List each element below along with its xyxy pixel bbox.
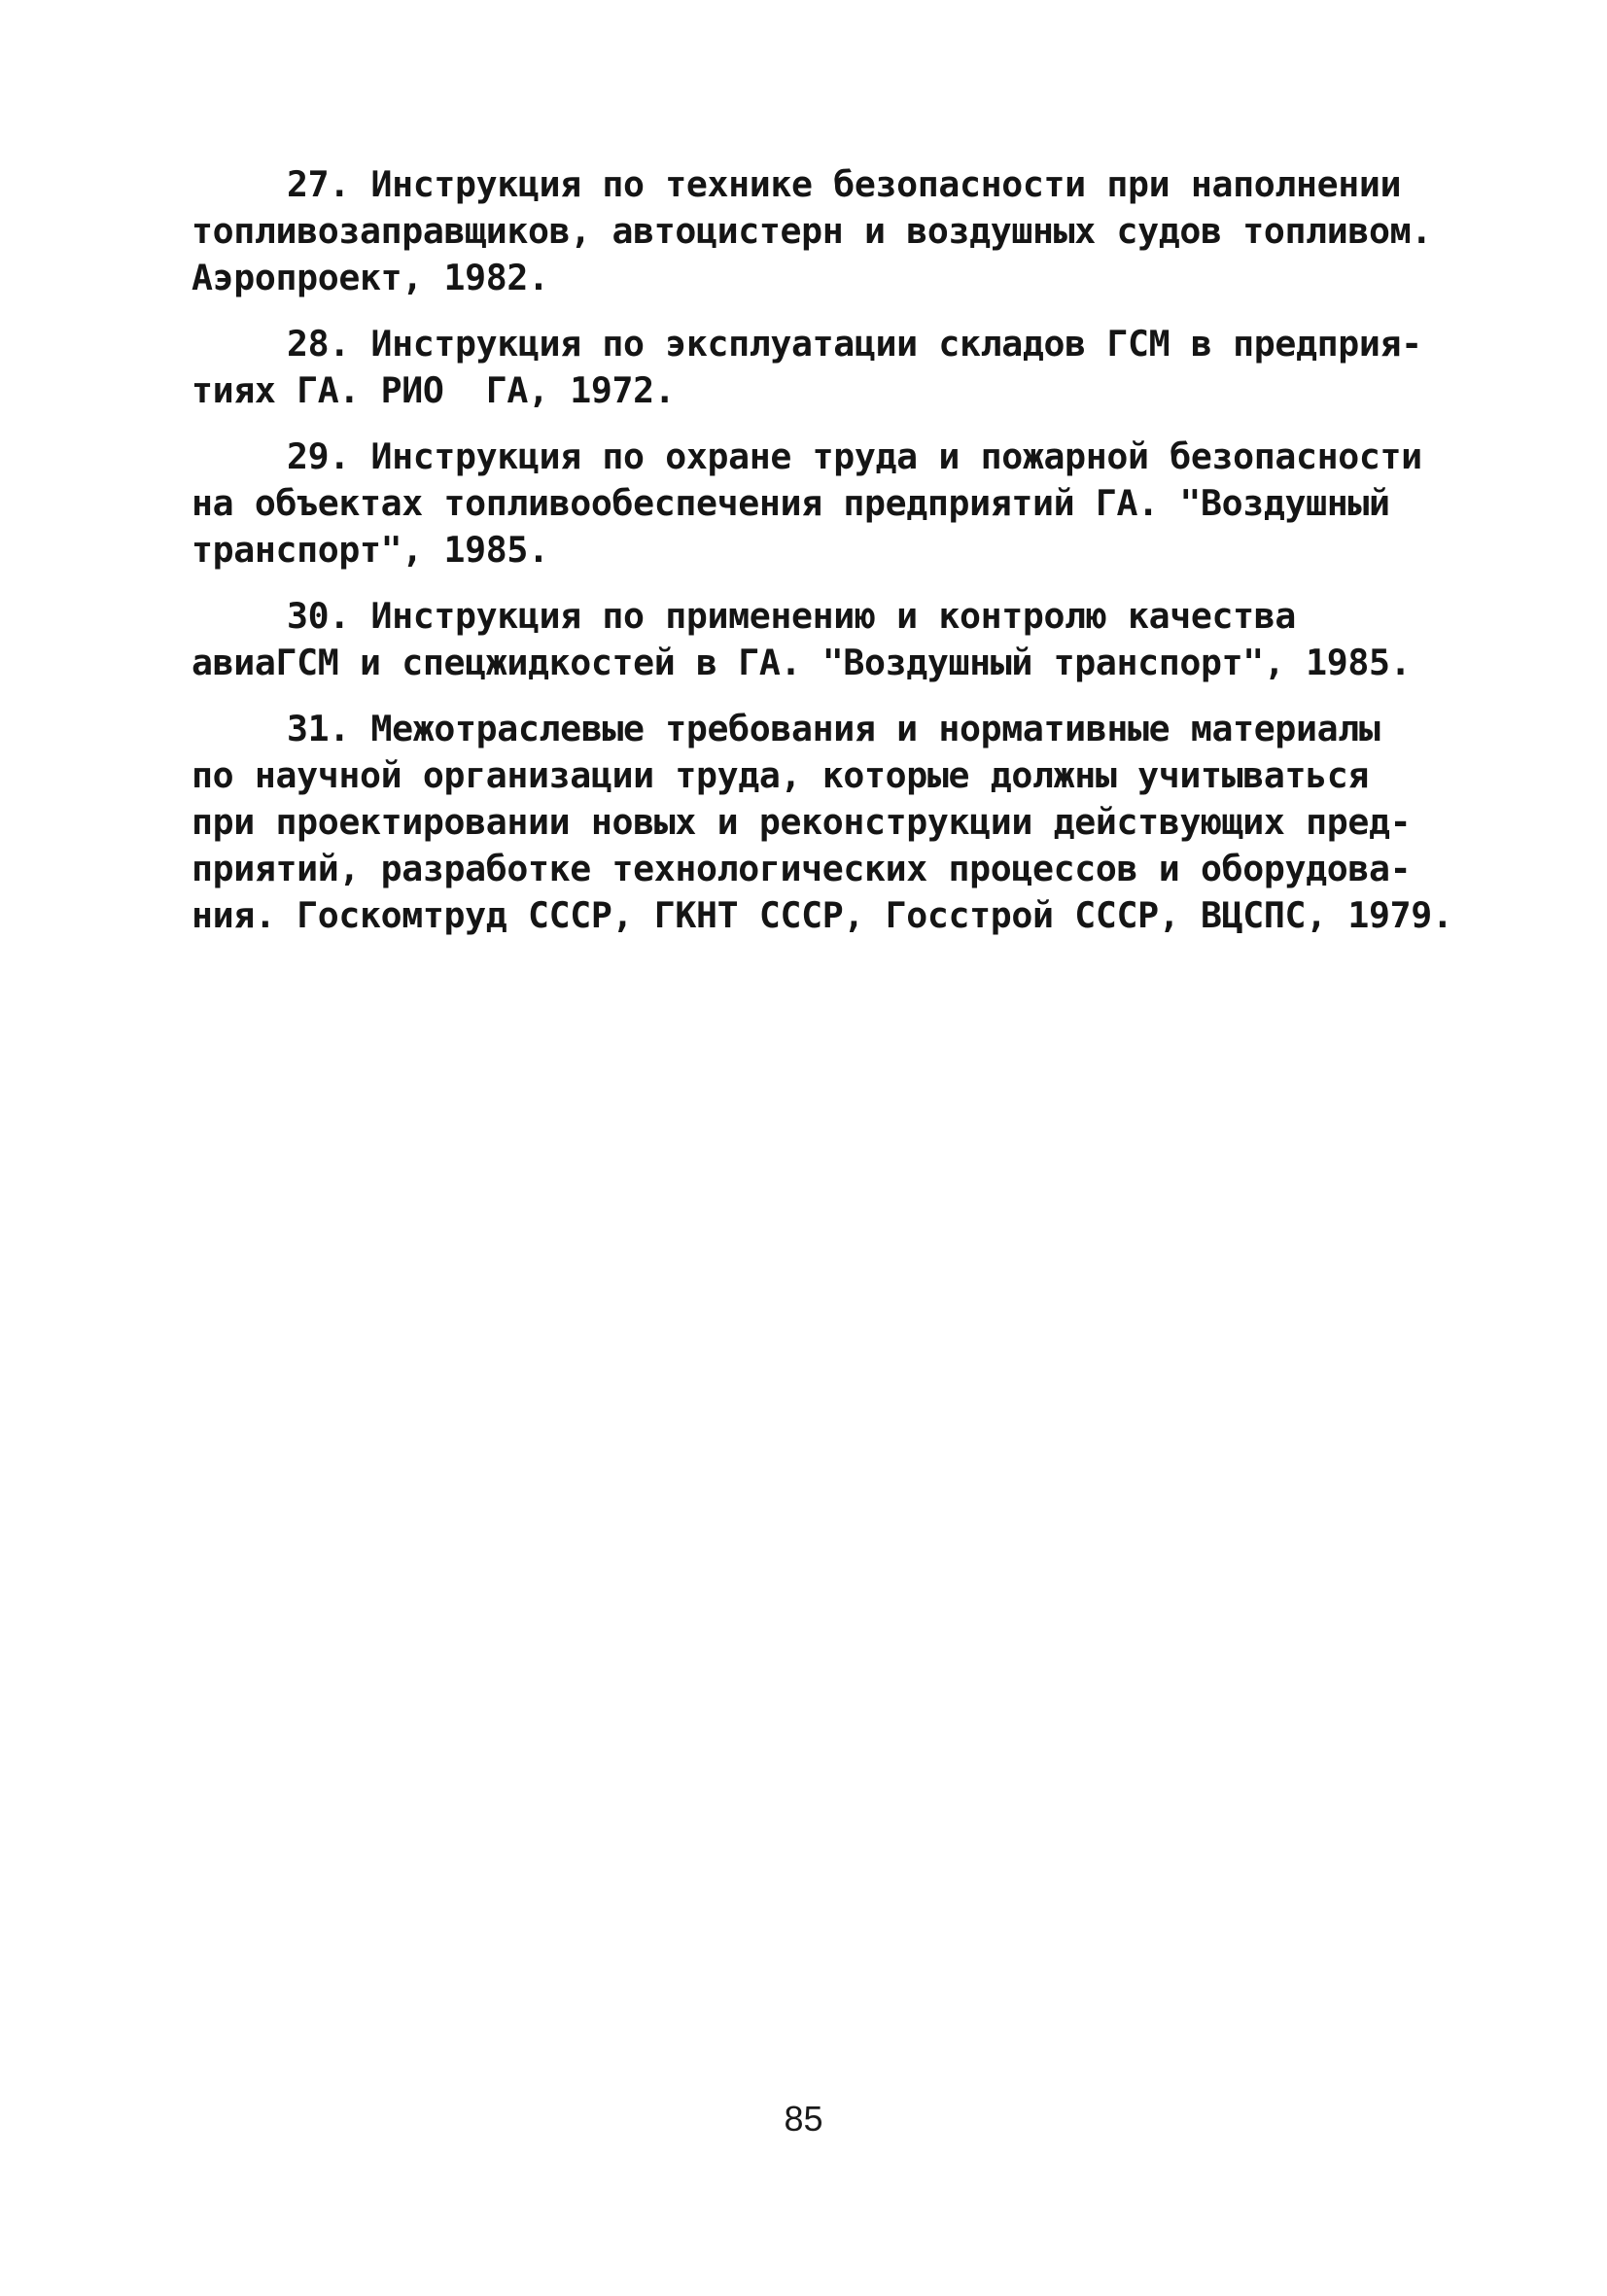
reference-line: 27. Инструкция по технике безопасности при наполнении — [287, 163, 1402, 205]
reference-line: при проектировании новых и реконструкции действующих пред- — [192, 801, 1412, 843]
reference-line: приятий, разработке технологических процессов и оборудова- — [192, 848, 1412, 889]
reference-line: Аэропроект, 1982. — [192, 257, 549, 298]
reference-line: 28. Инструкция по эксплуатации складов ГСМ в предприя- — [287, 323, 1422, 365]
reference-line: топливозаправщиков, автоцистерн и воздушных судов топливом. — [192, 210, 1432, 252]
reference-line: 30. Инструкция по применению и контролю качества — [287, 595, 1296, 637]
reference-line: транспорт", 1985. — [192, 529, 549, 571]
reference-item-27 — [192, 161, 1432, 301]
reference-item-29 — [192, 434, 1422, 574]
reference-line: авиаГСМ и спецжидкостей в ГА. "Воздушный транспорт", 1985. — [192, 642, 1412, 683]
reference-item-31 — [192, 706, 1453, 939]
reference-line: по научной организации труда, которые должны учитываться — [192, 754, 1369, 796]
reference-item-30 — [192, 593, 1416, 686]
page-number: 85 — [784, 2099, 823, 2139]
reference-line: 29. Инструкция по охране труда и пожарной безопасности — [287, 435, 1422, 477]
reference-line: на объектах топливообеспечения предприятий ГА. "Воздушный — [192, 482, 1390, 524]
reference-line: ния. Госкомтруд СССР, ГКНТ СССР, Госстрой СССР, ВЦСПС, 1979. — [192, 894, 1453, 936]
reference-list — [192, 161, 1453, 958]
reference-item-28 — [192, 321, 1422, 414]
reference-line: тиях ГА. РИО ГА, 1972. — [192, 369, 676, 411]
reference-line: 31. Межотраслевые требования и нормативные материалы — [287, 708, 1380, 749]
